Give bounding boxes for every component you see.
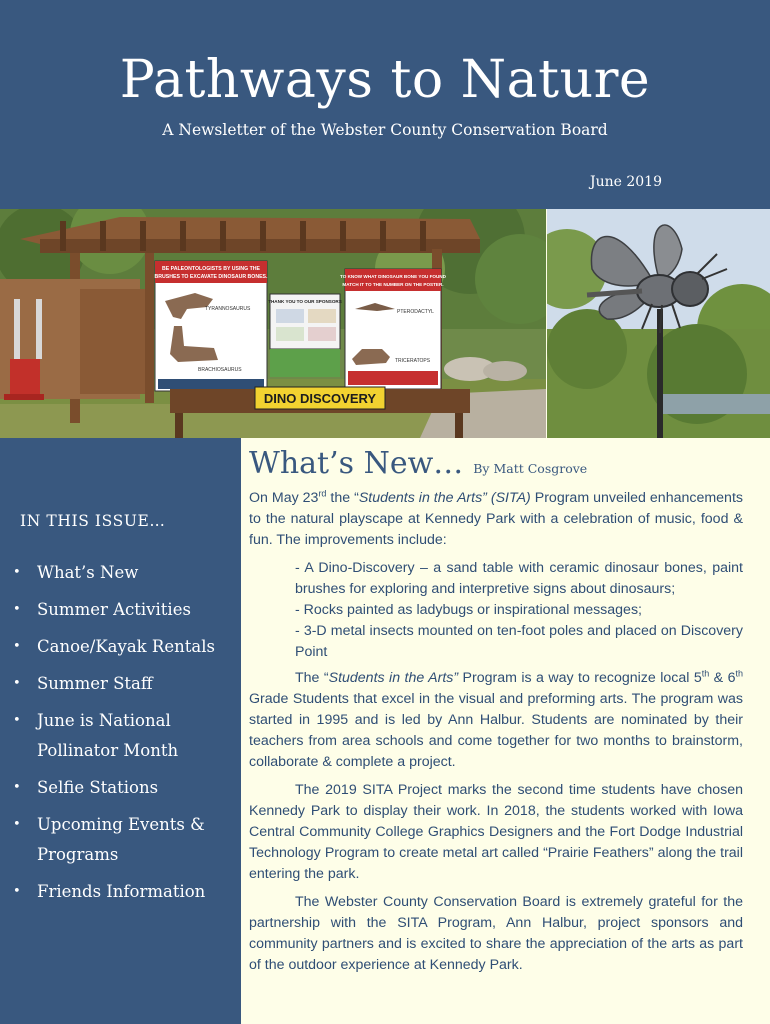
article-header [249, 446, 743, 488]
paragraph-gratitude: The Webster County Conservation Board is extremely grateful for the partnership with the SITA Program, Ann Halbur, project sponsors and community partners and is excited to share the appreciation of the arts as part of the outdoor experience at Kennedy Park. [249, 894, 743, 973]
newsletter-title: Pathways to Nature [119, 50, 651, 110]
toc-item-summer-activities: • Summer Activities [13, 595, 235, 625]
toc-item-upcoming-events: • Upcoming Events & Programs [13, 810, 235, 870]
sidebar [0, 438, 241, 1024]
svg-text:DINO DISCOVERY: DINO DISCOVERY [263, 391, 377, 406]
svg-text:BRACHIOSAURUS: BRACHIOSAURUS [198, 367, 242, 373]
svg-text:MATCH IT TO THE NUMBER ON THE: MATCH IT TO THE NUMBER ON THE POSTER. [342, 282, 444, 287]
metal-insect-photo [547, 209, 770, 438]
toc-item-selfie-stations: • Selfie Stations [13, 773, 235, 803]
issue-date: June 2019 [589, 174, 662, 190]
in-this-issue-heading: IN THIS ISSUE… [20, 512, 166, 530]
toc-item-pollinator-month: • June is National Pollinator Month [13, 706, 235, 766]
list-item: - 3-D metal insects mounted on ten-foot poles and placed on Discovery Point [295, 622, 743, 660]
paragraph-sita-program: The “Students in the Arts” Program is a way to recognize local 5th & 6th Grade Students that excel in the visual and preforming arts. The program was started in 1995 and is led by Ann Halbur. Students are nominated by their teachers from area schools and come together for two months to brainstorm, collaborate & complete a project. [249, 668, 743, 770]
svg-text:TYRANNOSAURUS: TYRANNOSAURUS [205, 306, 251, 312]
article-title: What’s New… [249, 446, 464, 481]
list-item: - Rocks painted as ladybugs or inspirational messages; [295, 601, 642, 618]
svg-text:TRICERATOPS: TRICERATOPS [395, 358, 431, 364]
table-of-contents [13, 558, 235, 914]
toc-item-friends-information: • Friends Information [13, 877, 235, 907]
svg-text:TO KNOW WHAT DINOSAUR BONE YOU: TO KNOW WHAT DINOSAUR BONE YOU FOUND [340, 274, 446, 279]
paragraph-2019-project: The 2019 SITA Project marks the second time students have chosen Kennedy Park to display their work. In 2018, the students worked with Iowa Central Community College Graphics Designers and the Fort Dodge Industrial Technology Program to create metal art called “Prairie Feathers” along the trail entering the park. [249, 782, 743, 882]
article [249, 446, 743, 976]
toc-item-summer-staff: • Summer Staff [13, 669, 235, 699]
paragraph-intro: On May 23rd the “Students in the Arts” (SITA) Program unveiled enhancements to the natural playscape at Kennedy Park with a celebration of music, food & fun. The improvements include: [249, 488, 743, 548]
improvements-list [249, 558, 743, 662]
list-item: - A Dino-Discovery – a sand table with ceramic dinosaur bones, paint brushes for exploring and interpretive signs about dinosaurs; [295, 560, 743, 598]
masthead [0, 0, 770, 209]
svg-text:BE PALEONTOLOGISTS BY USING TH: BE PALEONTOLOGISTS BY USING THE [162, 266, 260, 272]
svg-text:PTERODACTYL: PTERODACTYL [397, 309, 434, 315]
svg-text:BRUSHES TO EXCAVATE DINOSAUR B: BRUSHES TO EXCAVATE DINOSAUR BONES. [154, 274, 268, 280]
svg-text:THANK YOU TO OUR SPONSORS: THANK YOU TO OUR SPONSORS [268, 299, 342, 304]
toc-item-canoe-kayak-rentals: • Canoe/Kayak Rentals [13, 632, 235, 662]
dino-discovery-photo [0, 209, 546, 438]
toc-item-whats-new: • What’s New [13, 558, 235, 588]
article-byline: By Matt Cosgrove [473, 461, 588, 476]
newsletter-subtitle: A Newsletter of the Webster County Conservation Board [162, 121, 608, 139]
